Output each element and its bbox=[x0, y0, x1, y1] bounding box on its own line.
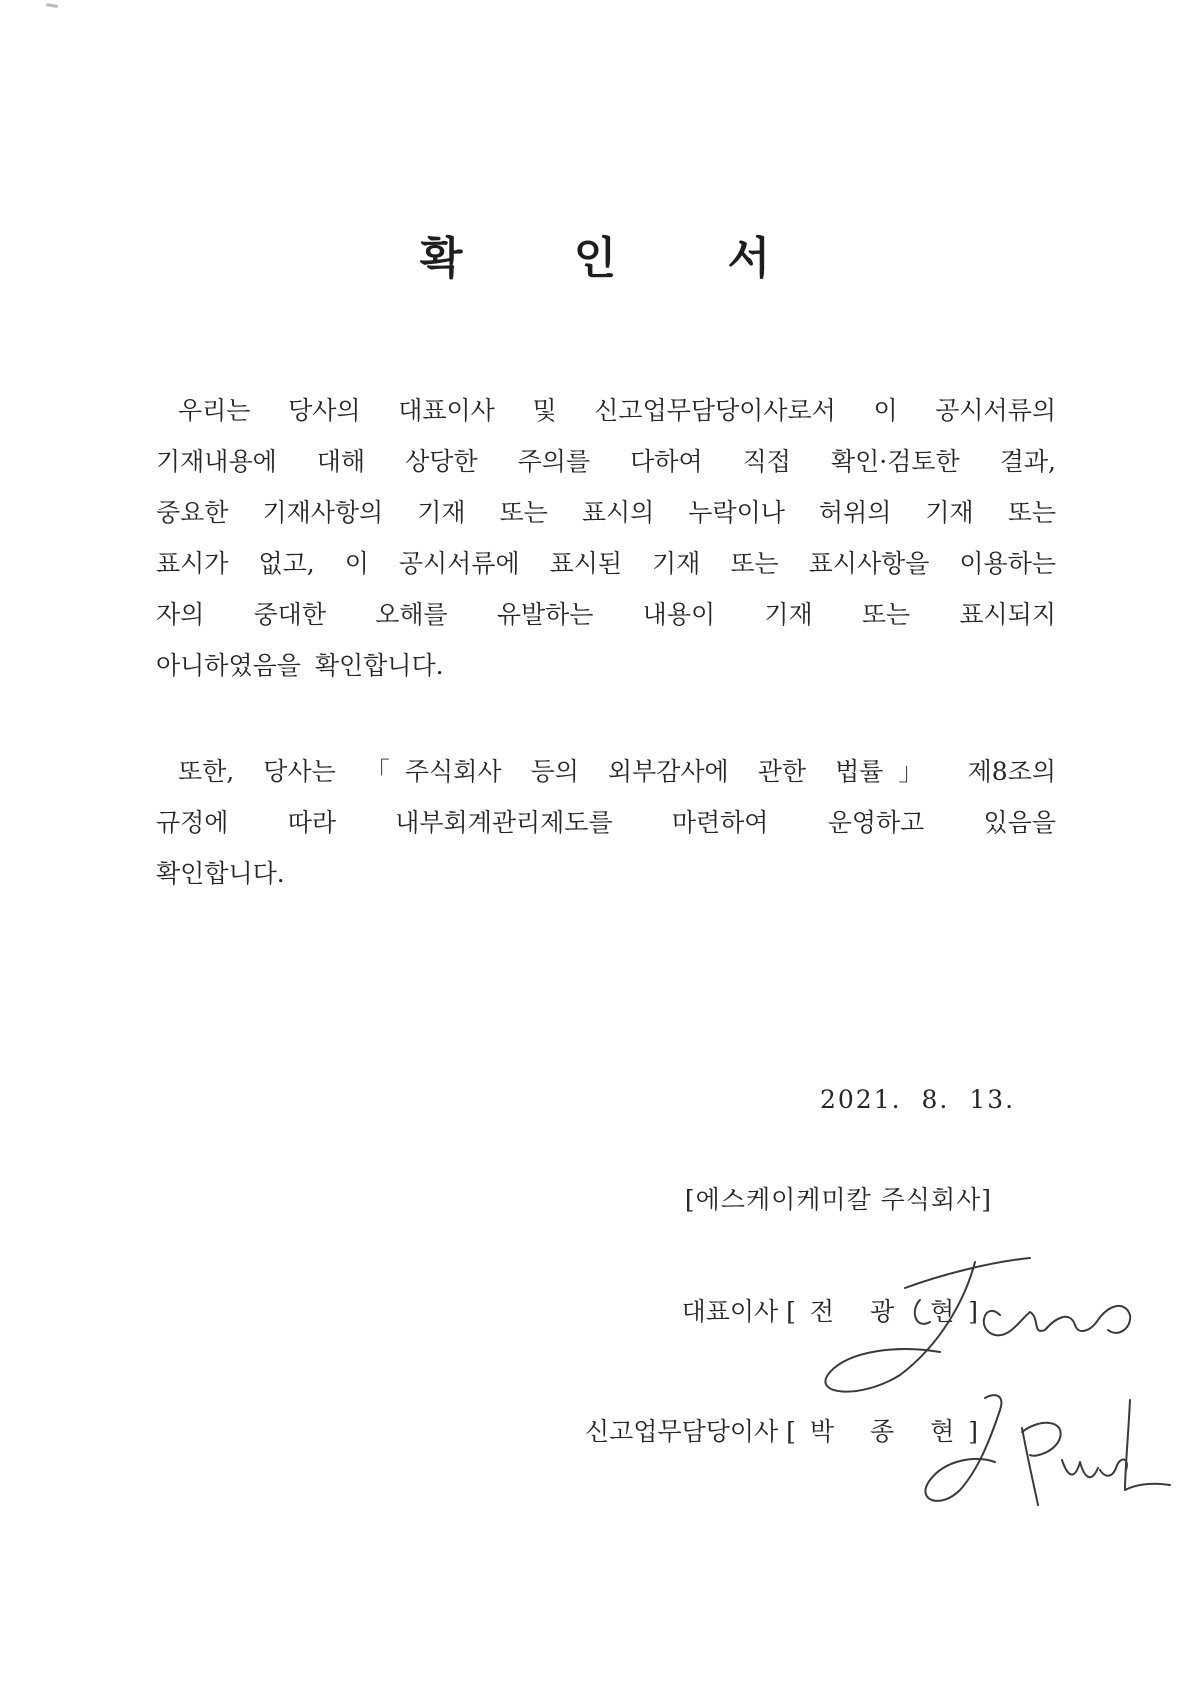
paragraph-line: 표시가 없고, 이 공시서류에 표시된 기재 또는 표시사항을 이용하는 bbox=[156, 549, 1056, 578]
document-title: 확 인 서 bbox=[419, 233, 819, 284]
paragraph-line: 또한, 당사는 「주식회사 등의 외부감사에 관한 법률」 제8조의 bbox=[178, 757, 1056, 786]
paragraph-line: 우리는 당사의 대표이사 및 신고업무담당이사로서 이 공시서류의 bbox=[178, 396, 1056, 425]
company-name: [에스케이케미칼 주식회사] bbox=[684, 1185, 992, 1214]
ceo-role: 대표이사 bbox=[681, 1297, 779, 1326]
confirmation-paragraph bbox=[156, 385, 1056, 691]
document-date: 2021. 8. 13. bbox=[820, 1085, 1016, 1114]
ceo-name: [전 광 현] bbox=[786, 1297, 992, 1326]
ceo-signature-line bbox=[682, 1292, 992, 1328]
internal-control-paragraph bbox=[156, 746, 1056, 899]
officer-role: 신고업무담당이사 bbox=[584, 1417, 779, 1446]
paragraph-line: 기재내용에 대해 상당한 주의를 다하여 직접 확인·검토한 결과, bbox=[156, 447, 1056, 476]
paragraph-line: 중요한 기재사항의 기재 또는 표시의 누락이나 허위의 기재 또는 bbox=[156, 498, 1056, 527]
paragraph-line: 아니하였음을 확인합니다. bbox=[156, 651, 444, 680]
officer-name: [박 종 현] bbox=[786, 1417, 992, 1446]
paragraph-line: 자의 중대한 오해를 유발하는 내용이 기재 또는 표시되지 bbox=[156, 600, 1056, 629]
officer-signature-line bbox=[585, 1412, 992, 1448]
scan-speck bbox=[46, 3, 58, 8]
paragraph-line: 확인합니다. bbox=[156, 859, 285, 888]
paragraph-line: 규정에 따라 내부회계관리제도를 마련하여 운영하고 있음을 bbox=[156, 808, 1056, 837]
